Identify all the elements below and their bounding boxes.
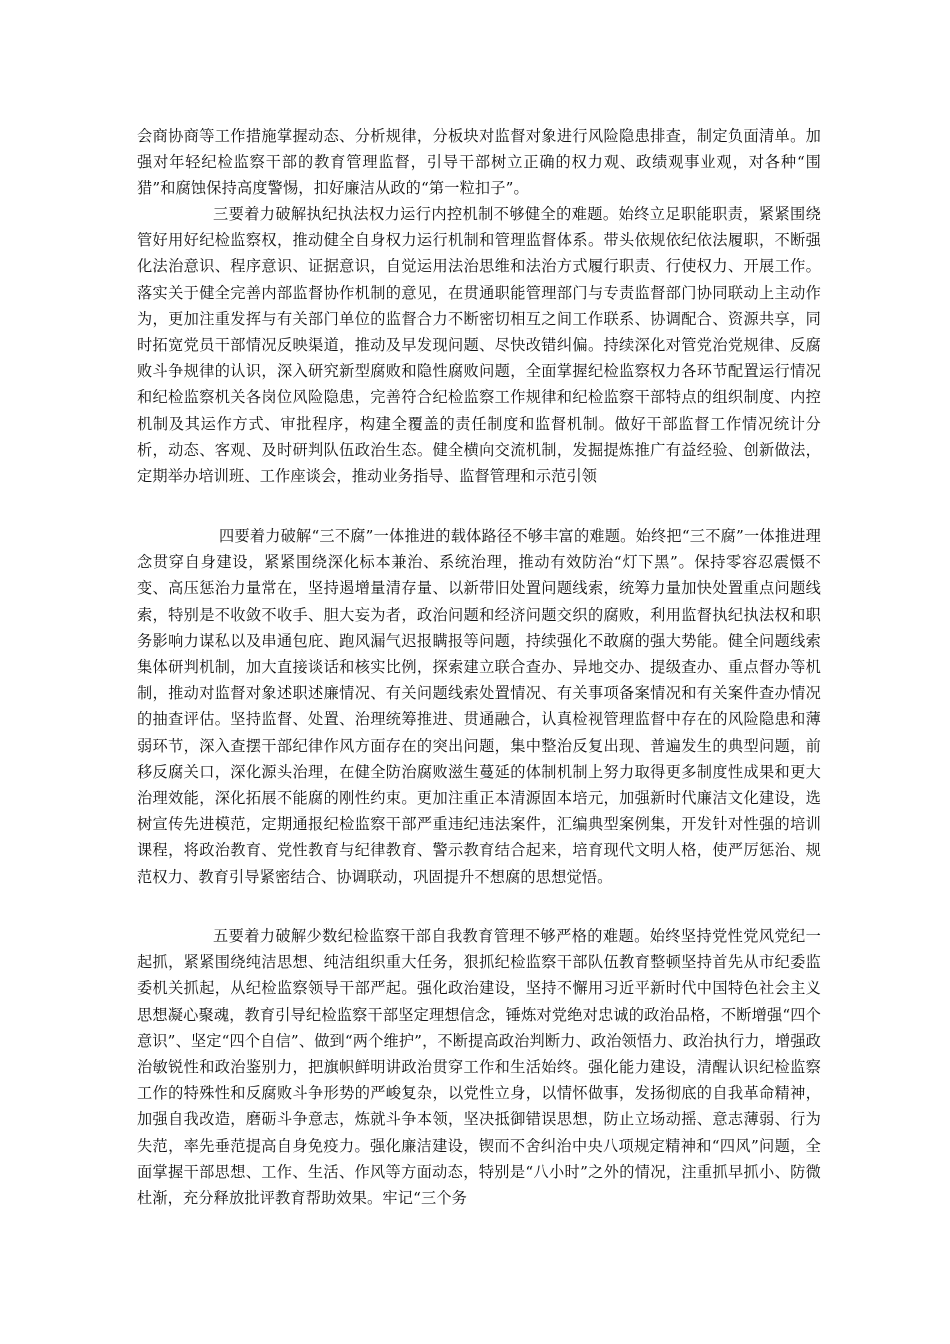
paragraph-continued-risk-control: 会商协商等工作措施掌握动态、分析规律，分板块对监督对象进行风险隐患排查，制定负面清单。加强对年轻纪检监察干部的教育管理监督，引导干部树立正确的权力观、政绩观事业观，对各种“围猎”和腐蚀保持高度警惕，扣好廉洁从政的“第一粒扣子”。 xyxy=(137,127,821,198)
paragraph-point-five-self-management: 五要着力破解少数纪检监察干部自我教育管理不够严格的难题。始终坚持党性党风党纪一起抓，紧紧围绕纯洁思想、纯洁组织重大任务，狠抓纪检监察干部队伍教育整顿坚持首先从市纪委监委机关抓起，从纪检监察领导干部严起。强化政治建设，坚持不懈用习近平新时代中国特色社会主义思想凝心聚魂，教育引导纪检监察干部坚定理想信念，锤炼对党绝对忠诚的政治品格，不断增强“四个意识”、坚定“四个自信”、做到“两个维护”，不断提高政治判断力、政治领悟力、政治执行力，增强政治敏锐性和政治鉴别力，把旗帜鲜明讲政治贯穿工作和生活始终。强化能力建设，清醒认识纪检监察工作的特殊性和反腐败斗争形势的严峻复杂，以党性立身，以情怀做事，发扬彻底的自我革命精神，加强自我改造，磨砺斗争意志，炼就斗争本领，坚决抵御错误思想，防止立场动摇、意志薄弱、行为失范，率先垂范提高自身免疫力。强化廉洁建设，锲而不舍纠治中央八项规定精神和“四风”问题，全面掌握干部思想、工作、生活、作风等方面动态，特别是“八小时”之外的情况，注重抓早抓小、防微杜渐，充分释放批评教育帮助效果。牢记“三个务 xyxy=(137,927,821,1208)
paragraph-point-four-three-no-corruption: 四要着力破解“三不腐”一体推进的载体路径不够丰富的难题。始终把“三不腐”一体推进理念贯穿自身建设，紧紧围绕深化标本兼治、系统治理，推动有效防治“灯下黑”。保持零容忍震慑不变、高压惩治力量常在，坚持遏增量清存量、以新带旧处置问题线索，统筹力量加快处置重点问题线索，特别是不收敛不收手、胆大妄为者，政治问题和经济问题交织的腐败，利用监督执纪执法权和职务影响力谋私以及串通包庇、跑风漏气迟报瞒报等问题，持续强化不敢腐的强大势能。健全问题线索集体研判机制，加大直接谈话和核实比例，探索建立联合查办、异地交办、提级查办、重点督办等机制，推动对监督对象述职述廉情况、有关问题线索处置情况、有关事项备案情况和有关案件查办情况的抽查评估。坚持监督、处置、治理统筹推进、贯通融合，认真检视管理监督中存在的风险隐患和薄弱环节，深入查摆干部纪律作风方面存在的突出问题，集中整治反复出现、普遍发生的典型问题，前移反腐关口，深化源头治理，在健全防治腐败滋生蔓延的体制机制上努力取得更多制度性成果和更大治理效能，深化拓展不能腐的刚性约束。更加注重正本清源固本培元，加强新时代廉洁文化建设，选树宣传先进模范，定期通报纪检监察干部严重违纪违法案件，汇编典型案例集，开发针对性强的培训课程，将政治教育、党性教育与纪律教育、警示教育结合起来，培育现代文明人格，使严厉惩治、规范权力、教育引导紧密结合、协调联动，巩固提升不想腐的思想觉悟。 xyxy=(137,527,821,886)
paragraph-point-three-internal-control: 三要着力破解执纪执法权力运行内控机制不够健全的难题。始终立足职能职责，紧紧围绕管好用好纪检监察权，推动健全自身权力运行机制和管理监督体系。带头依规依纪依法履职，不断强化法治意识、程序意识、证据意识，自觉运用法治思维和法治方式履行职责、行使权力、开展工作。落实关于健全完善内部监督协作机制的意见，在贯通职能管理部门与专责监督部门协同联动上主动作为，更加注重发挥与有关部门单位的监督合力不断密切相互之间工作联系、协调配合、资源共享，同时拓宽党员干部情况反映渠道，推动及早发现问题、尽快改错纠偏。持续深化对管党治党规律、反腐败斗争规律的认识，深入研究新型腐败和隐性腐败问题，全面掌握纪检监察权力各环节配置运行情况和纪检监察机关各岗位风险隐患，完善符合纪检监察工作规律和纪检监察干部特点的组织制度、内控机制及其运作方式、审批程序，构建全覆盖的责任制度和监督机制。做好干部监督工作情况统计分析，动态、客观、及时研判队伍政治生态。健全横向交流机制，发掘提炼推广有益经验、创新做法，定期举办培训班、工作座谈会，推动业务指导、监督管理和示范引领 xyxy=(137,205,821,486)
